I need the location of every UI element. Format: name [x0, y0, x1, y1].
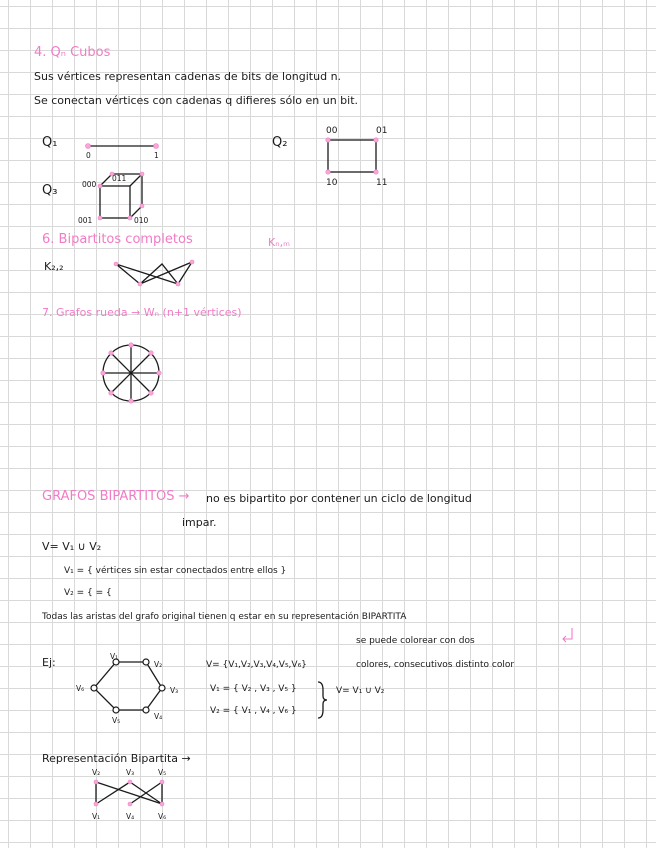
- v2-definition: V₂ = { = {: [64, 588, 112, 598]
- rep-bottom-vertex-1: V₁: [92, 812, 101, 821]
- hex-vertex-right: V₃: [170, 686, 179, 695]
- q2-vertex-11: 11: [376, 178, 388, 188]
- q3-label: Q₃: [42, 183, 58, 198]
- representation-title: Representación Bipartita →: [42, 752, 191, 765]
- rep-top-vertex-1: V₂: [92, 768, 101, 777]
- cubes-line-1: Sus vértices representan cadenas de bits de longitud n.: [34, 70, 342, 83]
- k22-label: K₂,₂: [44, 260, 64, 273]
- q2-vertex-00: 00: [326, 126, 338, 136]
- rep-top-vertex-3: V₅: [158, 768, 167, 777]
- bipartite-complete-notation: Kₙ,ₘ: [268, 236, 290, 249]
- union-result: V= V₁ ∪ V₂: [336, 686, 385, 696]
- q3-vertex-001: 001: [78, 216, 93, 225]
- rep-bottom-vertex-3: V₆: [158, 812, 167, 821]
- rep-bottom-vertex-2: V₄: [126, 812, 135, 821]
- rep-top-vertex-2: V₃: [126, 768, 135, 777]
- hex-vertex-left: V₆: [76, 684, 85, 693]
- bipartite-description: no es bipartito por contener un ciclo de longitud: [206, 492, 472, 505]
- v-union: V= V₁ ∪ V₂: [42, 540, 102, 553]
- hex-vertex-bottom-right: V₄: [154, 712, 163, 721]
- v2-set: V₂ = { V₁ , V₄ , V₆ }: [210, 706, 297, 716]
- bipartite-heading: GRAFOS BIPARTITOS →: [42, 489, 190, 504]
- bipartite-representation-graph: [88, 776, 178, 812]
- q3-vertex-010: 010: [134, 216, 149, 225]
- hex-vertex-top: V₁: [110, 652, 119, 661]
- brace-icon: [316, 680, 328, 720]
- q2-vertex-01: 01: [376, 126, 388, 136]
- q2-label: Q₂: [272, 135, 288, 150]
- all-edges-note: Todas las aristas del grafo original tienen q estar en su representación BIPARTITA: [42, 612, 407, 622]
- v1-set: V₁ = { V₂ , V₃ , V₅ }: [210, 684, 297, 694]
- curved-arrow-icon: [558, 626, 578, 646]
- q3-vertex-000: 000: [82, 180, 97, 189]
- hex-vertex-bottom-left: V₅: [112, 716, 121, 725]
- q2-vertex-10: 10: [326, 178, 338, 188]
- q1-vertex-0: 0: [86, 151, 91, 160]
- q1-label: Q₁: [42, 135, 58, 150]
- example-label: Ej:: [42, 656, 56, 669]
- hex-vertex-top-right: V₂: [154, 660, 163, 669]
- wheel-graph: [98, 340, 168, 410]
- bipartite-description-cont: impar.: [182, 516, 217, 529]
- v-set: V= {V₁,V₂,V₃,V₄,V₅,V₆}: [206, 660, 307, 670]
- colors-note: colores, consecutivos distinto color: [356, 660, 515, 670]
- v1-definition: V₁ = { vértices sin estar conectados entre ellos }: [64, 566, 287, 576]
- q3-vertex-011: 011: [112, 174, 127, 183]
- bipartite-complete-heading: 6. Bipartitos completos: [42, 232, 193, 247]
- q1-vertex-1: 1: [154, 151, 159, 160]
- wheel-heading: 7. Grafos rueda → Wₙ (n+1 vértices): [42, 306, 242, 319]
- k22-graph: [110, 256, 200, 290]
- color-note: se puede colorear con dos: [356, 636, 475, 646]
- cubes-heading: 4. Qₙ Cubos: [34, 45, 111, 60]
- cubes-line-2: Se conectan vértices con cadenas q difieres sólo en un bit.: [34, 94, 359, 107]
